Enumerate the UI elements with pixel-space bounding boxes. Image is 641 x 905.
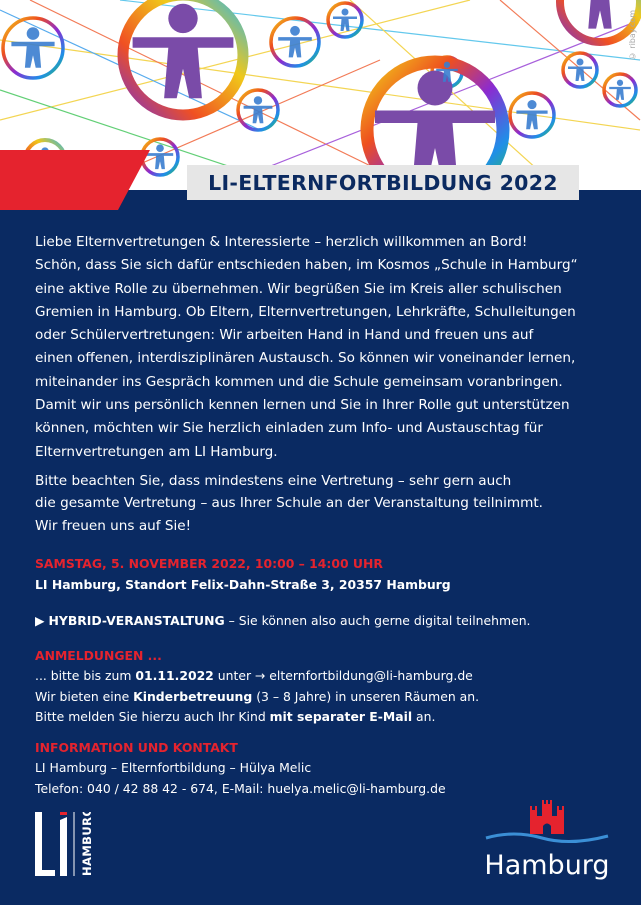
intro-line: Schön, dass Sie sich dafür entschieden haben, im Kosmos „Schule in Hamburg“ <box>35 257 578 274</box>
main-content <box>35 231 610 799</box>
li-hamburg-logo <box>33 812 108 877</box>
hybrid-note <box>35 611 610 632</box>
contact-line-1: LI Hamburg – Elternfortbildung – Hülya Melic <box>35 760 312 776</box>
intro-line: oder Schülervertretungen: Wir arbeiten Hand in Hand und freuen uns auf <box>35 327 534 344</box>
image-credit: © ribay.com <box>628 10 637 61</box>
contact-heading: INFORMATION UND KONTAKT <box>35 739 238 755</box>
contact-line-2[interactable]: Telefon: 040 / 42 88 42 - 674, E-Mail: huelya.melic@li-hamburg.de <box>35 780 446 796</box>
registration-block <box>35 646 610 728</box>
hamburg-logo <box>484 800 610 890</box>
attendance-paragraph <box>35 470 610 538</box>
intro-paragraph <box>35 231 610 464</box>
li-logo-mark <box>33 812 108 877</box>
childcare-suffix: (3 – 8 Jahre) in unseren Räumen an. <box>252 688 480 704</box>
title-banner <box>187 165 579 200</box>
contact-block <box>35 738 610 800</box>
attendance-line: Wir freuen uns auf Sie! <box>35 517 192 534</box>
registration-line-3 <box>35 707 610 728</box>
attendance-line: die gesamte Vertretung – aus Ihrer Schule an der Veranstaltung teilnimmt. <box>35 495 544 512</box>
intro-line: Liebe Elternvertretungen & Interessierte – herzlich willkommen an Bord! <box>35 234 528 250</box>
intro-line: miteinander ins Gespräch kommen und die Schule gemeinsam voranbringen. <box>35 373 563 390</box>
registration-prefix: ... bitte bis zum <box>35 668 136 684</box>
intro-line: eine aktive Rolle zu übernehmen. Wir begrüßen Sie im Kreis aller schulischen <box>35 280 562 297</box>
intro-line: Elternvertretungen am LI Hamburg. <box>35 443 278 460</box>
attendance-line: Bitte beachten Sie, dass mindestens eine Vertretung – sehr gern auch <box>35 472 512 489</box>
childcare-prefix: Wir bieten eine <box>35 688 134 704</box>
registration-email-link[interactable]: elternfortbildung@li-hamburg.de <box>269 668 473 684</box>
hybrid-label: HYBRID-VERANSTALTUNG <box>48 613 225 629</box>
separate-email-label: mit separater E-Mail <box>269 709 413 725</box>
separate-prefix: Bitte melden Sie hierzu auch Ihr Kind <box>35 709 270 725</box>
event-date: SAMSTAG, 5. NOVEMBER 2022, 10:00 – 14:00 UHR <box>35 556 383 572</box>
li-logo-text: HAMBURG <box>80 812 94 876</box>
hamburg-wordmark: Hamburg <box>484 850 610 881</box>
registration-line-1 <box>35 666 610 687</box>
intro-line: Damit wir uns persönlich kennen lernen und Sie in Ihrer Rolle gut unterstützen <box>35 397 570 414</box>
intro-line: können, möchten wir Sie herzlich einladen zum Info- und Austauschtag für <box>35 420 543 437</box>
event-location: LI Hamburg, Standort Felix-Dahn-Straße 3, 20357 Hamburg <box>35 576 451 592</box>
play-arrow-icon: ▶ <box>35 613 45 629</box>
registration-deadline: 01.11.2022 <box>135 668 214 684</box>
hybrid-text: – Sie können also auch gerne digital teilnehmen. <box>224 613 531 629</box>
registration-mid: unter → <box>213 668 270 684</box>
event-block <box>35 554 610 595</box>
registration-line-2 <box>35 687 610 708</box>
registration-heading: ANMELDUNGEN ... <box>35 647 162 663</box>
childcare-label: Kinderbetreuung <box>133 688 253 704</box>
hamburg-castle-icon <box>484 800 610 850</box>
separate-suffix: an. <box>412 709 436 725</box>
intro-line: Gremien in Hamburg. Ob Eltern, Elternvertretungen, Lehrkräfte, Schulleitungen <box>35 303 576 320</box>
intro-line: einen offenen, interdisziplinären Austausch. So können wir voneinander lernen, <box>35 350 576 367</box>
page-title: LI-ELTERNFORTBILDUNG 2022 <box>208 170 558 195</box>
